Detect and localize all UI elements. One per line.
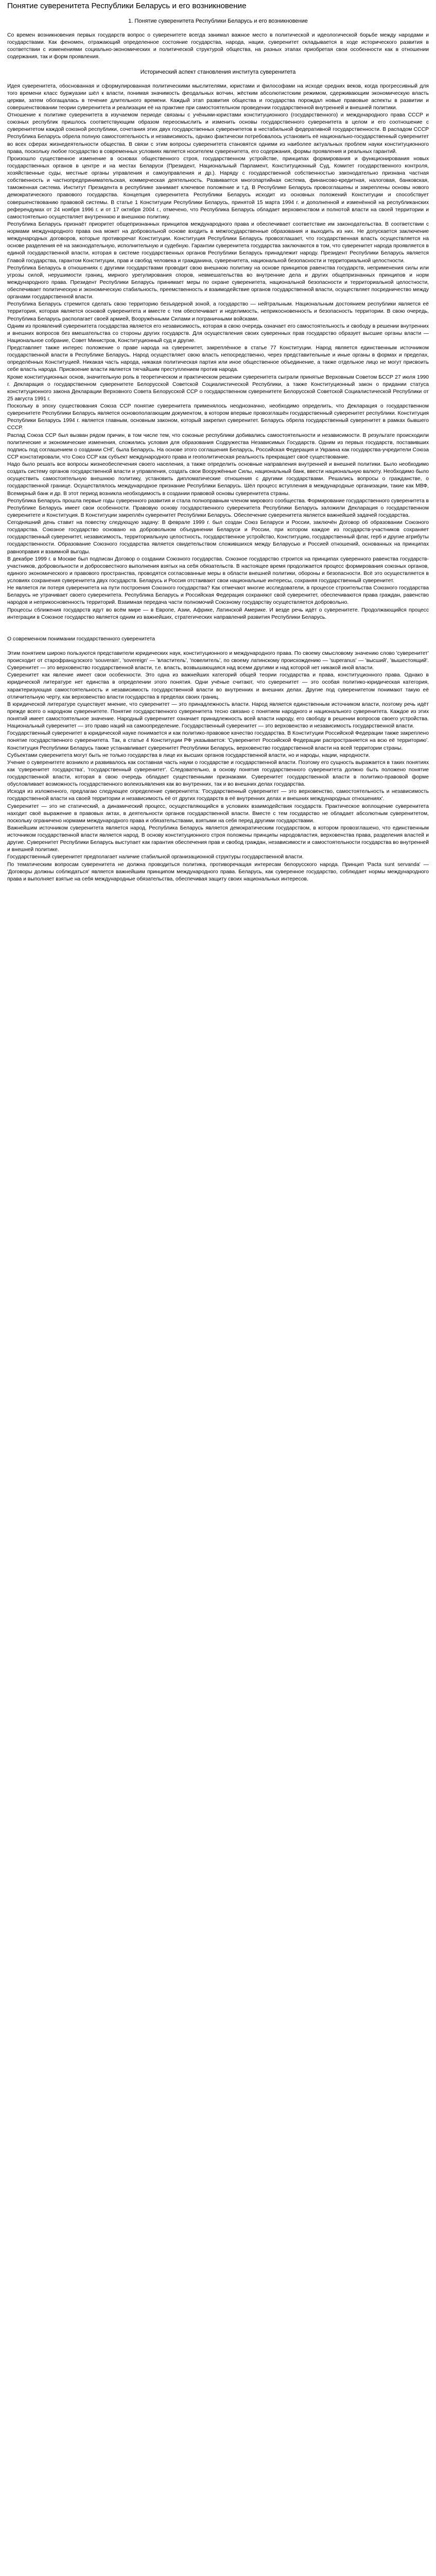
paragraph: Представляет также интерес положение о праве народа на суверенитет, закреплённое в статье 77 Конституции. Народ является единственным источником государственной власти в Республике Беларусь. Народ осуществляет свою власть непосредственно, через представительные и иные органы в формах и пределах, определённых Конституцией. Никакая часть народа, никакая политическая партия или иное общественное объединение, а также отдельное лицо не могут присвоить себе власть народа. Присвоение власти является тягчайшим преступлением против народа. (7, 345, 429, 373)
spacer (7, 643, 429, 650)
document (7, 0, 429, 883)
paragraph: Процессы сближения государств идут во всём мире — в Европе, Азии, Африке, Латинской Америке. И везде речь идёт о суверенитете. Продолжающийся процесс интеграции в Союзное государство является одним из важнейших, стратегических направлений развития Республики Беларусь. (7, 607, 429, 620)
spacer (7, 629, 429, 636)
paragraph: Сегодняшний день ставит на повестку следующую задачу: В феврале 1999 г. был создан Союз Беларуси и России, заключён Договор об образовании Союзного государства. Союзное государство основано на добровольном объединении Беларуси и России, при котором каждое из государств-участников сохраняет государственный суверенитет, независимость, территориальную целостность, государственное устройство, Конституцию, государственный флаг, герб и другие атрибуты государственности. Образование Союзного государства является свидетельством сложившихся между Беларусью и Россией отношений, основанных на принципах равноправия и взаимной выгоды. (7, 520, 429, 555)
page-title: Понятие суверенитета Республики Беларусь и его возникновение (7, 2, 247, 10)
paragraph: По тематическим вопросам суверенитета не должна проводиться политика, противоречащая интересам белорусского народа. Принцип 'Pacta sunt servanda' — 'Договоры должны соблюдаться' является важнейшим принципом международного права. Беларусь, как суверенное государство, соблюдает нормы международного права и выполняет взятые на себя международные обязательства, обеспечивая защиту своих национальных интересов. (7, 861, 429, 882)
paragraph: Одним из проявлений суверенитета государства является его независимость, которая в свою очередь означает его самостоятельность и свободу в решении внутренних и внешних вопросов без вмешательства со стороны других государств. Для осуществления своих суверенных прав государство образует высшие органы власти — Национальное собрание, Совет Министров, Конституционный суд и другие. (7, 323, 429, 344)
paragraph: В декабре 1999 г. в Москве был подписан Договор о создании Союзного государства. Союзное государство строится на принципах суверенного равенства государств-участников, добровольности и добросовестного выполнения взятых на себя обязательств. В настоящее время продолжается процесс формирования союзных органов, единого экономического и правового пространства, проводятся согласованные меры в области внешней политики, обороны и безопасности. Всё это осуществляется в условиях сохранения суверенитета двух государств. Беларусь и Россия отстаивают свои национальные интересы, сохраняя государственный суверенитет. (7, 556, 429, 584)
paragraph: Субъектами суверенитета могут быть не только государства в лице их высших органов государственной власти, но и народы, нации, народности. (7, 752, 370, 758)
paragraph: Учение о суверенитете возникло и развивалось как составная часть науки о государстве и государственной власти. Поэтому его сущность выражается в таких понятиях как 'суверенитет государства', 'государственный суверенитет'. Следовательно, в основу понятия государственного суверенитета должно быть положено понятие государственной власти, которая в свою очередь обладает существенными признаками. Суверенитет государственной власти в политико-правовой форме обусловливает возможность государственного волеизъявления как во внутренних, так и во внешних делах государства. (7, 759, 429, 788)
paragraph: Поскольку в эпоху существования Союза ССР понятие суверенитета применялось неоднозначно, необходимо определить, что Декларация о государственном суверенитете Республики Беларусь является основополагающим документом, в котором впервые провозглашён государственный суверенитет республики. Конституция Республики Беларусь 1994 г. является главным, основным законом, который закрепил суверенитет. Беларусь обрела государственный суверенитет в рамках бывшего СССР. (7, 403, 429, 431)
paragraph: Важнейшим источником суверенитета является народ. Республика Беларусь является демократическим государством, в котором провозглашено, что единственным источником государственной власти является народ. В основу конституционного строя положены принципы народовластия, верховенства права, разделения властей и другие. Суверенитет Республики Беларусь выступает как гарантия обеспечения прав и свобод граждан, независимости и самостоятельности государства во внутренней и внешней политике. (7, 825, 429, 853)
paragraph: Государственный суверенитет в юридической науке понимается и как политико-правовое качество государства. В Конституции Российской Федерации также закреплено понятие государственного суверенитета. Так, в статье 4 Конституции РФ указывается: 'Суверенитет Российской Федерации распространяется на всю её территорию'. Конституция Республики Беларусь также устанавливает суверенитет Республики Беларусь, верховенство государственной власти на всей территории страны. (7, 731, 429, 751)
paragraph: Республика Беларусь прошла первые годы суверенного развития и стала полноправным членом мирового сообщества. Формирование государственного суверенитета в Республике Беларусь имеет свои особенности. Правовую основу государственного суверенитета Республики Беларусь заложили Декларация о государственном суверенитете и Конституция. В Конституции закреплён суверенитет Республики Беларусь. Обеспечение суверенитета является важнейшей задачей государства. (7, 498, 429, 518)
paragraph: Кроме конституционных основ, значительную роль в теоретическом и практическом решении суверенитета сыграли принятые Верховным Советом БССР 27 июля 1990 г. Декларация о государственном суверенитете Белорусской Советской Социалистической Республики, а также Конституционный закон о придании статуса конституционного закона Декларации Верховного Совета Белорусской ССР о государственном суверенитете Белорусской Советской Социалистической Республики от 25 августа 1991 г. (7, 374, 429, 402)
paragraph: Этим понятием широко пользуются представители юридических наук, конституционного и международного права. По своему смысловому значению слово 'суверенитет' происходит от старофранцузского 'souverain', 'sovereign' — 'властитель', 'повелитель', по своему латинскому происхождению — 'superanus' — 'высший', 'вышестоящий'. Суверенитет — это верховенство государственной власти, т.е. власть, возвышающаяся над всеми другими и над которой нет никакой иной власти. (7, 650, 429, 671)
paragraph: Республика Беларусь признаёт приоритет общепризнанных принципов международного права и обеспечивает соответствие им законодательства. В соответствии с нормами международного права она может на добровольной основе входить в межгосударственные образования и выходить из них. Не допускается заключение международных договоров, которые противоречат Конституции. Конституция Республики Беларусь провозглашает, что государственная власть осуществляется на основе разделения её на законодательную, исполнительную и судебную. Гарантии суверенитета государства заключаются в том, что суверенитет народа проявляется в единой государственной власти, которая в системе государственных органов Республики Беларусь принадлежит народу. Президент Республики Беларусь является Главой государства, гарантом Конституции, прав и свобод человека и гражданина, суверенитета, национальной безопасности и территориальной целостности. (7, 221, 429, 264)
paragraph: В юридической литературе существует мнение, что суверенитет — это принадлежность власти. Народ является единственным источником власти, поэтому речь идёт прежде всего о народном суверенитете. Понятие государственного суверенитета тесно связано с понятием народного и национального суверенитета. Каждое из этих понятий имеет самостоятельное значение. Народный суверенитет означает принадлежность всей власти народу, его свободу в решении вопросов своего устройства. Национальный суверенитет — это право наций на самоопределение. Государственный суверенитет — это верховенство и независимость государственной власти. (7, 701, 429, 730)
paragraph: Со времен возникновения первых государств вопрос о суверенитете всегда занимал важное место в политической и идеологической борьбе между народами и государствами. Как феномен, отражающий определенное состояние государства, народа, нации, суверенитет складывается в ходе исторического развития в соответствии с изменениями социально-экономических и политической структурой общества, на разных этапах приобретая свои особенности как в отношении содержания, так и форм проявления. (7, 32, 429, 60)
paragraph: Государственный суверенитет предполагает наличие стабильной организационной структуры государственной власти. (7, 854, 304, 860)
paragraph: Суверенитет — это не статический, а динамический процесс, осуществляющийся в условиях взаимодействия государств. Практическое воплощение суверенитета находит своё выражение в правовых актах, в деятельности органов государственной власти. Вместе с тем государство не обладает абсолютным суверенитетом, поскольку ограничено нормами международного права и обязательствами, взятыми на себя перед другими государствами. (7, 803, 429, 824)
paragraph: Республика Беларусь в отношениях с другими государствами проводит свою внешнюю политику на основе принципов равенства государств, неприменения силы или угрозы силой, нерушимости границ, мирного урегулирования споров, невмешательства во внутренние дела и других общепризнанных принципов и норм международного права. Президент Республики Беларусь принимает меры по охране суверенитета, национальной безопасности и территориальной целостности, обеспечивает политическую и экономическую стабильность, преемственность и взаимодействие органов государственной власти, осуществляет посредничество между органами государственной власти. (7, 265, 429, 300)
section-heading: 1. Понятие суверенитета Республики Беларусь и его возникновение (128, 18, 308, 24)
spacer (7, 25, 429, 32)
spacer (7, 61, 429, 69)
paragraph: Отношение к политике суверенитета в изучаемом периоде связаны с учёными-юристами конституционного (государственного) и международного права СССР и союзных республик пришлось соответствующим образом переосмыслить и изменить основы государственного суверенитета в целом и его соотношение с суверенитетом каждой союзной республики, сочетания этих двух государственных суверенитетов в нестабильной федеративной государственности. В распадом СССР Республика Беларусь обрела полную самостоятельность и независимость, однако фактически потребовалось установить её национально-государственный суверенитет во всех сферах жизнедеятельности общества. В связи с этим вопросы суверенитета становятся одними из наиболее актуальных проблем науки конституционного права, поскольку любое государство в современных условиях является носителем суверенитета, его содержания, формы проявления и реальных гарантий. (7, 112, 429, 155)
section-heading: Исторический аспект становления института суверенитета (140, 69, 296, 75)
paragraph: Суверенитет как явление имеет свои особенности. Это одна из важнейших категорий общей теории государства и права, конституционного права. Однако в юридической литературе нет единства в определении этого понятия. Одни учёные считают, что суверенитет — это особая политико-юридическая категория, характеризующая самостоятельность и независимость государственной власти во внутренних и внешних делах. Другие под суверенитетом понимают такую её отличительную черту, как верховенство власти государства в пределах своих границ. (7, 672, 429, 700)
spacer (7, 621, 429, 629)
paragraph: Не является ли потеря суверенитета на пути построения Союзного государства? Как отмечают многие исследователи, в процессе строительства Союзного государства Беларусь не утрачивает своего суверенитета. Республика Беларусь и Российская Федерация сохраняют свой суверенитет, обеспечиваются права граждан, равенство народов и неприкосновенность территорий. Взаимная передача части полномочий Союзному государству осуществляется добровольно. (7, 585, 429, 606)
paragraph: Идея суверенитета, обоснованная и сформулированная политическими мыслителями, юристами и философами на исходе средних веков, когда прогрессивный для того времени класс буржуазии шёл к власти, понимая значимость феодальных вотчин, жёстким абсолютистским режимом, сдерживающим экономическую власть церкви, затем обогащалась в течение длительного времени. Каждый этап развития общества и государства порождал новые правовые аспекты в развитии и совершенствовании теории суверенитета и реализации её на практике при самостоятельном проведении государственной внутренней и внешней политики. (7, 83, 429, 111)
paragraph: Республика Беларусь стремится сделать свою территорию безъядерной зоной, а государство — нейтральным. Национальным достоянием республики является её территория, которая является основой суверенитета и вместе с тем обеспечивает и неделимость, неприкосновенность и безопасность территории. В свою очередь, Республика Беларусь располагает своей армией, Вооружёнными Силами и пограничными войсками. (7, 301, 429, 322)
paragraph: Надо было решать все вопросы жизнеобеспечения своего населения, а также определить основные направления внутренней и внешней политики. Было необходимо создать систему органов государственной власти и управления, создать свои Вооружённые Силы, национальный банк, ввести национальную валюту. Необходимо было осуществить самостоятельную внешнюю политику, установить дипломатические отношения с другими государствами. Решались вопросы о гражданстве, о государственной границе. Осуществлялось международное признание Республики Беларусь. Шёл процесс вступления в международные организации, такие как МВФ, Всемирный банк и др. В этот период возникла необходимость в создании правовой основы суверенитета страны. (7, 462, 429, 497)
spacer (7, 76, 429, 83)
paragraph: Произошло существенное изменение в основах общественного строя, государственном устройстве, принципах формирования и функционирования новых государственных органов в центре и на местах Беларуси (Президент, Национальный Парламент, Конституционный Суд, Комитет государственного контроля, хозяйственные суды, местные органы управления и самоуправления и др.). Наряду с государственной собственностью законодательно признана частная собственность и частнопредпринимательская, коммерческая деятельность. Развивается многопартийная система, финансово-кредитная, налоговая, банковская, таможенная система. Институт Президента в республике занимает ключевое положение и т.д. В Республике Беларусь провозглашены и закреплены основы нового демократического правового государства. Концепция суверенитета Республики Беларусь исходит из основных положений Конституции и способствует совершенствованию правовой системы. В статье 1 Конституции Республики Беларусь, принятой 15 марта 1994 г. и дополненной и изменённой на республиканских референдумах от 24 ноября 1996 г. и от 17 октября 2004 г., отмечено, что Республика Беларусь обладает верховенством и полнотой власти на своей территории и самостоятельно осуществляет внутреннюю и внешнюю политику. (7, 156, 429, 220)
paragraph: Исходя из изложенного, предлагаю следующее определение суверенитета: 'Государственный суверенитет — это верховенство, самостоятельность и независимость государственной власти на своей территории и независимость её от других государств в её внутренних делах и внешних международных отношениях'. (7, 789, 429, 802)
spacer (7, 10, 429, 18)
section-heading: О современном понимании государственного суверенитета (7, 636, 155, 642)
paragraph: Распад Союза ССР был вызван рядом причин, в том числе тем, что союзные республики добивались самостоятельности и независимости. В результате происходили политические и экономические изменения, сложились условия для образования Содружества Независимых Государств. Одним из первых государств, поставивших подпись под соглашением о создании СНГ, была Беларусь. На основе этого соглашения Беларусь, Российская Федерация и Украина как государства-учредители Союза ССР констатировали, что Союз ССР как субъект международного права и геополитическая реальность прекращает своё существование. (7, 432, 429, 460)
